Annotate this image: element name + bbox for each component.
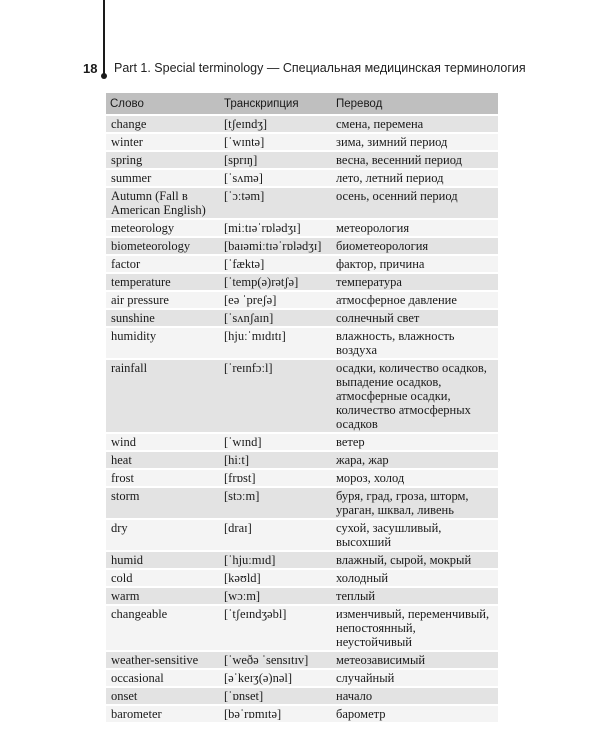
- translation-cell: зима, зимний период: [332, 133, 498, 151]
- transcription-cell: [baɪəmiːtɪəˈrɒlədʒɪ]: [220, 237, 332, 255]
- translation-cell: смена, перемена: [332, 115, 498, 133]
- word-cell: winter: [106, 133, 220, 151]
- table-row: [106, 255, 498, 273]
- transcription-cell: [eə ˈpreʃə]: [220, 291, 332, 309]
- table-row: [106, 169, 498, 187]
- table-row: [106, 551, 498, 569]
- transcription-cell: [ˈfæktə]: [220, 255, 332, 273]
- word-cell: humidity: [106, 327, 220, 359]
- vocabulary-table: [106, 93, 498, 724]
- table-row: [106, 151, 498, 169]
- transcription-cell: [miːtɪəˈrɒlədʒɪ]: [220, 219, 332, 237]
- word-cell: rainfall: [106, 359, 220, 433]
- table-row: [106, 309, 498, 327]
- word-cell: occasional: [106, 669, 220, 687]
- page-header: [83, 61, 583, 81]
- table-row: [106, 487, 498, 519]
- table-row: [106, 705, 498, 723]
- word-cell: air pressure: [106, 291, 220, 309]
- word-cell: summer: [106, 169, 220, 187]
- transcription-cell: [draɪ]: [220, 519, 332, 551]
- table-row: [106, 359, 498, 433]
- chapter-title: Part 1. Special terminology — Специальная медицинская терминология: [114, 61, 526, 75]
- word-cell: wind: [106, 433, 220, 451]
- word-cell: barometer: [106, 705, 220, 723]
- word-cell: weather-sensitive: [106, 651, 220, 669]
- transcription-cell: [ˈhjuːmɪd]: [220, 551, 332, 569]
- table-row: [106, 605, 498, 651]
- word-cell: humid: [106, 551, 220, 569]
- transcription-cell: [hiːt]: [220, 451, 332, 469]
- word-cell: factor: [106, 255, 220, 273]
- table-row: [106, 133, 498, 151]
- transcription-cell: [ˈreɪnfɔːl]: [220, 359, 332, 433]
- word-cell: temperature: [106, 273, 220, 291]
- transcription-cell: [ˈweðə ˈsensɪtɪv]: [220, 651, 332, 669]
- word-cell: warm: [106, 587, 220, 605]
- word-cell: Autumn (Fall в American English): [106, 187, 220, 219]
- transcription-cell: [frɒst]: [220, 469, 332, 487]
- transcription-cell: [wɔːm]: [220, 587, 332, 605]
- transcription-cell: [bəˈrɒmɪtə]: [220, 705, 332, 723]
- transcription-cell: [kəʊld]: [220, 569, 332, 587]
- translation-cell: влажный, сырой, мокрый: [332, 551, 498, 569]
- column-header-word: Слово: [106, 93, 220, 115]
- translation-cell: биометеорология: [332, 237, 498, 255]
- word-cell: heat: [106, 451, 220, 469]
- transcription-cell: [ˈsʌnʃaɪn]: [220, 309, 332, 327]
- transcription-cell: [əˈkeɪʒ(ə)nəl]: [220, 669, 332, 687]
- word-cell: storm: [106, 487, 220, 519]
- table-row: [106, 687, 498, 705]
- transcription-cell: [tʃeɪndʒ]: [220, 115, 332, 133]
- column-header-translation: Перевод: [332, 93, 498, 115]
- word-cell: changeable: [106, 605, 220, 651]
- table-header-row: [106, 93, 498, 115]
- transcription-cell: [ˈɒnset]: [220, 687, 332, 705]
- translation-cell: холодный: [332, 569, 498, 587]
- translation-cell: жара, жар: [332, 451, 498, 469]
- table-row: [106, 291, 498, 309]
- translation-cell: теплый: [332, 587, 498, 605]
- table-row: [106, 519, 498, 551]
- translation-cell: буря, град, гроза, шторм, ураган, шквал, ливень: [332, 487, 498, 519]
- table-row: [106, 237, 498, 255]
- word-cell: spring: [106, 151, 220, 169]
- transcription-cell: [ˈsʌmə]: [220, 169, 332, 187]
- transcription-cell: [ˈɔːtəm]: [220, 187, 332, 219]
- transcription-cell: [stɔːm]: [220, 487, 332, 519]
- table-row: [106, 327, 498, 359]
- table-row: [106, 187, 498, 219]
- table-row: [106, 587, 498, 605]
- translation-cell: фактор, причина: [332, 255, 498, 273]
- word-cell: biometeorology: [106, 237, 220, 255]
- word-cell: meteorology: [106, 219, 220, 237]
- table-row: [106, 451, 498, 469]
- translation-cell: осень, осенний период: [332, 187, 498, 219]
- column-header-transcription: Транскрипция: [220, 93, 332, 115]
- translation-cell: начало: [332, 687, 498, 705]
- transcription-cell: [ˈtʃeɪndʒəbl]: [220, 605, 332, 651]
- translation-cell: случайный: [332, 669, 498, 687]
- translation-cell: солнечный свет: [332, 309, 498, 327]
- translation-cell: метеорология: [332, 219, 498, 237]
- translation-cell: влажность, влажность воздуха: [332, 327, 498, 359]
- transcription-cell: [ˈwɪntə]: [220, 133, 332, 151]
- word-cell: frost: [106, 469, 220, 487]
- word-cell: change: [106, 115, 220, 133]
- translation-cell: весна, весенний период: [332, 151, 498, 169]
- table-row: [106, 669, 498, 687]
- translation-cell: сухой, засушливый, высохший: [332, 519, 498, 551]
- table-row: [106, 433, 498, 451]
- table-row: [106, 115, 498, 133]
- translation-cell: барометр: [332, 705, 498, 723]
- translation-cell: осадки, количество осадков, выпадение осадков, атмосферные осадки, количество атмосферных осадков: [332, 359, 498, 433]
- word-cell: dry: [106, 519, 220, 551]
- page-number: 18: [83, 61, 98, 76]
- word-cell: sunshine: [106, 309, 220, 327]
- translation-cell: лето, летний период: [332, 169, 498, 187]
- table-row: [106, 469, 498, 487]
- table-row: [106, 569, 498, 587]
- transcription-cell: [hjuːˈmɪdɪtɪ]: [220, 327, 332, 359]
- transcription-cell: [ˈtemp(ə)rətʃə]: [220, 273, 332, 291]
- translation-cell: метеозависимый: [332, 651, 498, 669]
- word-cell: cold: [106, 569, 220, 587]
- translation-cell: ветер: [332, 433, 498, 451]
- translation-cell: мороз, холод: [332, 469, 498, 487]
- word-cell: onset: [106, 687, 220, 705]
- table-row: [106, 273, 498, 291]
- transcription-cell: [sprɪŋ]: [220, 151, 332, 169]
- translation-cell: изменчивый, переменчивый, непостоянный, неустойчивый: [332, 605, 498, 651]
- table-row: [106, 651, 498, 669]
- table-row: [106, 219, 498, 237]
- transcription-cell: [ˈwɪnd]: [220, 433, 332, 451]
- translation-cell: атмосферное давление: [332, 291, 498, 309]
- translation-cell: температура: [332, 273, 498, 291]
